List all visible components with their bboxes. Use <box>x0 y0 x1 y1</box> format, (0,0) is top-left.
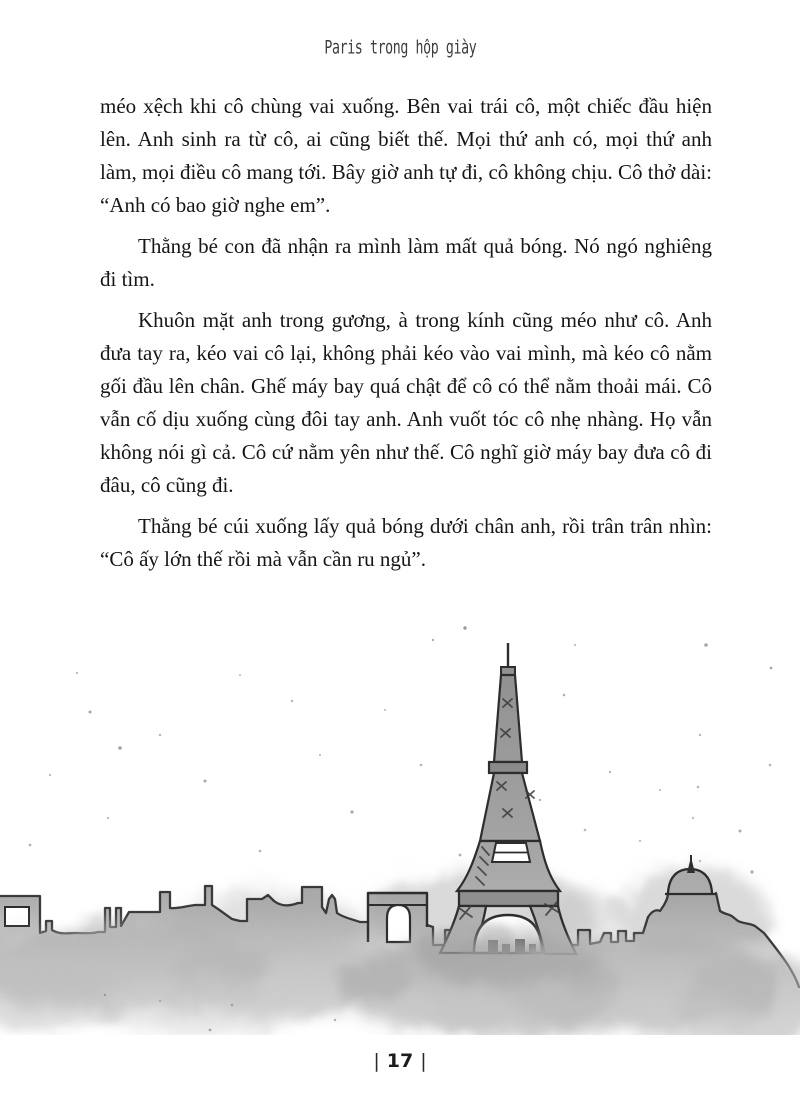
left-building-window <box>5 907 29 926</box>
page-number <box>0 1050 800 1072</box>
paris-skyline-illustration <box>0 615 800 1035</box>
body-text <box>100 90 712 584</box>
arc-opening <box>387 905 410 942</box>
page-number-value: 17 <box>386 1050 414 1072</box>
body-paragraph: Khuôn mặt anh trong gương, à trong kính cũng méo như cô. Anh đưa tay ra, kéo vai cô lại, không phải kéo vào vai mình, mà kéo cô nằm gối đầu lên chân. Ghế máy bay quá chật để cô có thể nằm thoải mái. Cô vẫn cố dịu xuống cùng đôi tay anh. Anh vuốt tóc cô nhẹ nhàng. Họ vẫn không nói gì cả. Cô cứ nằm yên như thế. Cô nghĩ giờ máy bay đưa cô đi đâu, cô cũng đi. <box>100 308 712 497</box>
body-paragraph: méo xệch khi cô chùng vai xuống. Bên vai trái cô, một chiếc đầu hiện lên. Anh sinh ra từ cô, ai cũng biết thế. Mọi thứ anh có, mọi thứ anh làm, mọi điều cô mang tới. Bây giờ anh tự đi, cô không chịu. Cô thở dài: “Anh có bao giờ nghe em”. <box>100 94 712 217</box>
body-paragraph: Thằng bé con đã nhận ra mình làm mất quả bóng. Nó ngó nghiêng đi tìm. <box>100 234 712 291</box>
page-number-left-bar: | <box>373 1050 380 1072</box>
body-paragraph: Thằng bé cúi xuống lấy quả bóng dưới chân anh, rồi trân trân nhìn: “Cô ấy lớn thế rồi mà vẫn cần ru ngủ”. <box>100 514 712 571</box>
running-title <box>0 38 800 58</box>
running-title-text: Paris trong hộp giày <box>324 37 476 59</box>
page-number-right-bar: | <box>420 1050 427 1072</box>
